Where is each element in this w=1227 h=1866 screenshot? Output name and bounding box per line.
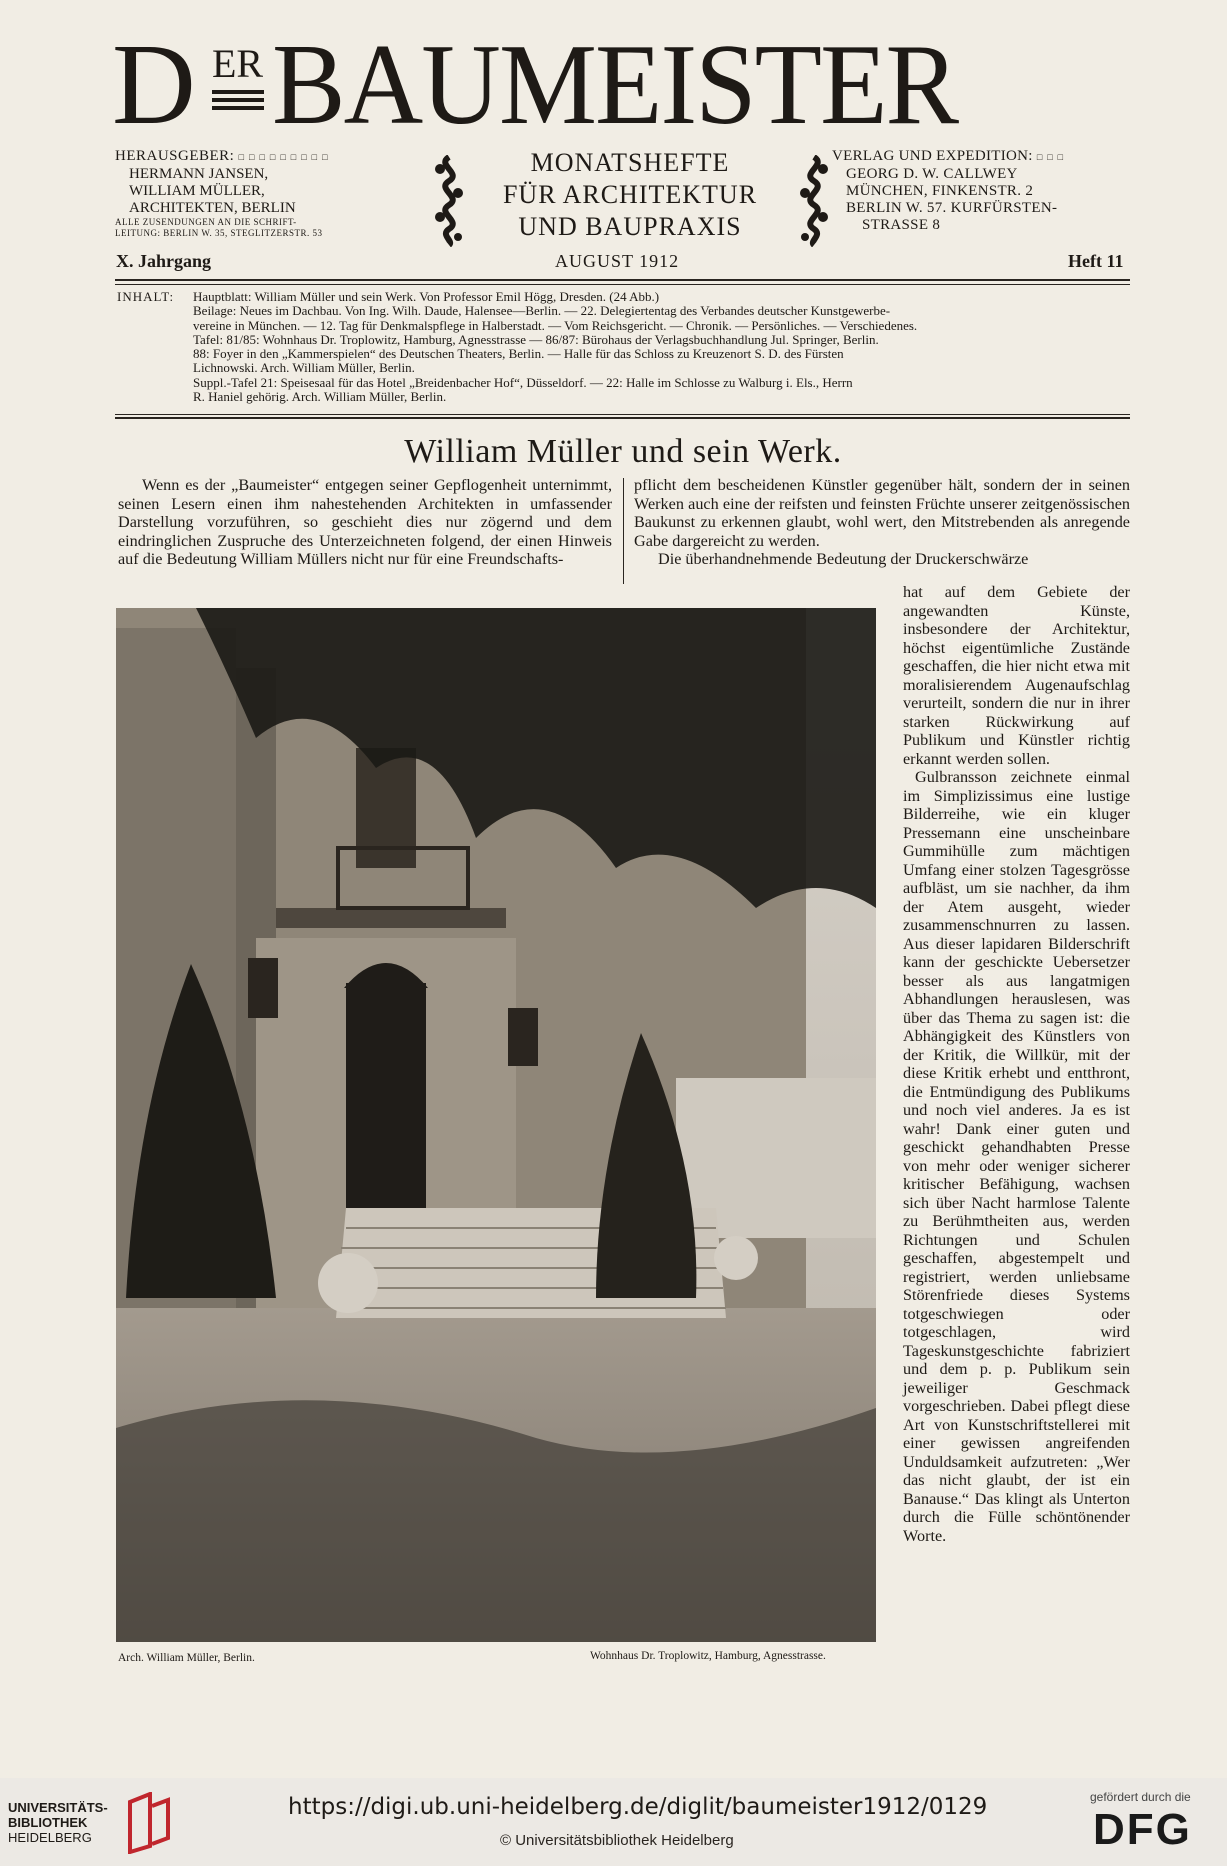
library-line: HEIDELBERG	[8, 1830, 92, 1845]
document-url-link[interactable]: https://digi.ub.uni-heidelberg.de/diglit/baumeister1912/0129	[288, 1794, 988, 1820]
header-rule	[115, 279, 1130, 281]
vine-ornament-icon	[432, 155, 466, 247]
publisher-right-line: STRASSE 8	[862, 217, 941, 233]
column-divider	[623, 478, 624, 584]
contents-row: Lichnowski. Arch. William Müller, Berlin.	[193, 360, 415, 376]
publisher-left-line: HERMANN JANSEN,	[129, 166, 269, 182]
center-line: MONATSHEFTE	[530, 148, 730, 177]
contents-row: 88: Foyer in den „Kammerspielen“ des Deutschen Theaters, Berlin. — Halle für das Schloss zu Kreuzenort S. D. des Fürsten	[193, 346, 844, 362]
issue-number: Heft 11	[1068, 251, 1124, 271]
copyright-label: © Universitätsbibliothek Heidelberg	[500, 1832, 734, 1849]
contents-row: R. Haniel gehörig. Arch. William Müller, Berlin.	[193, 389, 447, 405]
publisher-right-line: MÜNCHEN, FINKENSTR. 2	[846, 183, 1034, 199]
library-logo-icon	[124, 1792, 172, 1854]
article-paragraph: Die überhandnehmende Bedeutung der Druckerschwärze	[658, 550, 1029, 568]
center-line: UND BAUPRAXIS	[518, 212, 742, 241]
contents-row: Tafel: 81/85: Wohnhaus Dr. Troplowitz, Hamburg, Agnesstrasse — 86/87: Bürohaus der Verlagsbuchhandlung Jul. Springer, Berlin.	[193, 331, 879, 347]
publisher-left	[115, 148, 435, 239]
ornament-squares: □□□□□□□□□	[238, 152, 333, 162]
article-paragraph: Gulbransson zeichnete einmal im Simplizissimus eine lustige Bilderreihe, wie ein kluger Pressemann eine unscheinbare Gummihülle zum mächtigen Umfang einer stolzen Tagesgrösse aufbläst, um sie nachher, da ihm der Atem ausgeht, wieder zusammenschnurren zu lassen. Aus dieser lapidaren Bilderschrift kann der geschickte Uebersetzer besser als aus langatmigen Abhandlungen herauslesen, was über das Thema zu sagen ist: die Abhängigkeit des Künstlers von der Kritik, die Willkür, mit der diese Kritik erhebt und entthront, die Entmündigung des Publikums und noch viel anderes. Ja es ist wahr! Dank einer guten und geschickt gehandhabten Presse von mehr oder weniger sicherer kritischer Befähigung, wachsen sich über Nacht harmlose Talente zu Berühmtheiten aus, werden Richtungen und Schulen geschaffen, abgestempelt und registriert, werden unliebsame Störenfriede dieses Systems totgeschwiegen oder totgeschlagen, wird Tageskunstgeschichte fabriziert und dem p. p. Publikum sein jeweiliger Geschmack vorgeschrieben. Dabei pflegt diese Art von Kunstschriftstellerei mit einer gewissen angreifenden Unduldsamkeit aufzutreten: „Wer das nicht glaubt, der ist ein Banause.“ Das klingt als Unterton durch die Fülle schöntönender Worte.	[903, 768, 1130, 1545]
article-column-2	[634, 476, 1130, 569]
publisher-right-line: BERLIN W. 57. KURFÜRSTEN-	[846, 200, 1058, 216]
library-line: UNIVERSITÄTS-	[8, 1800, 108, 1815]
issue-volume: X. Jahrgang	[116, 251, 212, 271]
publisher-right-heading: VERLAG UND EXPEDITION:	[832, 148, 1033, 164]
publisher-right	[832, 148, 1132, 234]
dfg-logo: DFG	[1093, 1805, 1192, 1854]
article-paragraph: hat auf dem Gebiete der angewandten Künste, insbesondere der Architektur, höchst eigentümliche Zustände geschaffen, die hier nicht etwa mit moralisierendem Augenaufschlag verurteilt, sondern die nur in ihrer starken Rückwirkung auf Publikum und Künstler richtig erkannt werden sollen.	[903, 583, 1130, 768]
publisher-left-small: ALLE ZUSENDUNGEN AN DIE SCHRIFT-	[115, 217, 297, 227]
contents-label: INHALT:	[117, 289, 175, 304]
contents-row: vereine in München. — 12. Tag für Denkmalspflege in Halberstadt. — Vom Reichsgericht. — Chronik. — Persönliches. — Verschiedenes.	[193, 317, 918, 333]
issue-date: AUGUST 1912	[555, 251, 680, 271]
title-der-er: ER	[212, 41, 264, 86]
publisher-left-small: LEITUNG: BERLIN W. 35, STEGLITZERSTR. 53	[115, 228, 323, 238]
article-column-1	[118, 476, 612, 569]
house-entrance-photo	[116, 608, 876, 1642]
caption-right: Wohnhaus Dr. Troplowitz, Hamburg, Agnesstrasse.	[590, 1650, 826, 1662]
contents-rule	[115, 414, 1130, 415]
article-side-column	[903, 583, 1130, 1545]
funded-by-text: gefördert durch die	[1090, 1790, 1191, 1804]
masthead-title	[112, 21, 1137, 149]
title-der-underline-3	[212, 106, 264, 110]
contents-row: Suppl.-Tafel 21: Speisesaal für das Hotel „Breidenbacher Hof“, Düsseldorf. — 22: Halle im Schlosse zu Walburg i. Els., Herrn	[193, 374, 853, 390]
photo-drawing	[116, 608, 876, 1642]
article-paragraph: Wenn es der „Baumeister“ entgegen seiner Gepflogenheit unternimmt, seinen Lesern einen ihm nahestehenden Architekten in umfassender Darstellung vorzuführen, so geschieht dies nur zögernd und dem eindringlichen Zuspruche des Unterzeichneten folgend, der einen Hinweis auf die Bedeutung William Müllers nicht nur für eine Freundschafts-	[118, 476, 612, 568]
footer-bar	[0, 1778, 1227, 1866]
title-der-d: D	[112, 21, 196, 149]
contents-rule-thick	[115, 417, 1130, 419]
publisher-left-heading: HERAUSGEBER:	[115, 148, 235, 164]
publisher-left-line: WILLIAM MÜLLER,	[129, 183, 265, 199]
library-line: BIBLIOTHEK	[8, 1815, 88, 1830]
article-title: William Müller und sein Werk.	[404, 433, 842, 470]
publisher-right-line: GEORG D. W. CALLWEY	[846, 166, 1018, 182]
header-rule-thin	[115, 284, 1130, 285]
ornament-squares: □□□	[1036, 152, 1069, 162]
title-der-underline-2	[212, 98, 264, 102]
title-der-underline	[212, 90, 264, 94]
article-paragraph: pflicht dem bescheidenen Künstler gegenüber hält, sondern der in seinen Werken auch eine der reifsten und feinsten Früchte unserer zeitgenössischen Baukunst zu erkennen glaubt, wohl wert, den Mitstrebenden als anregende Gabe dargereicht zu werden.	[634, 476, 1130, 550]
contents-row: Beilage: Neues im Dachbau. Von Ing. Wilh. Daude, Halensee—Berlin. — 22. Delegiertentag des Verbandes deutscher Kunstgewerbe-	[193, 303, 891, 319]
vine-ornament-icon	[797, 155, 831, 247]
library-name	[8, 1800, 108, 1845]
contents-row: Hauptblatt: William Müller und sein Werk. Von Professor Emil Högg, Dresden. (24 Abb.)	[193, 289, 660, 304]
caption-left: Arch. William Müller, Berlin.	[118, 1652, 255, 1664]
center-block	[470, 147, 790, 243]
publisher-left-line: ARCHITEKTEN, BERLIN	[129, 200, 296, 216]
contents-block	[117, 290, 1130, 404]
center-line: FÜR ARCHITEKTUR	[502, 180, 758, 209]
copyright-text	[500, 1832, 734, 1849]
title-main: BAUMEISTER	[272, 21, 958, 149]
